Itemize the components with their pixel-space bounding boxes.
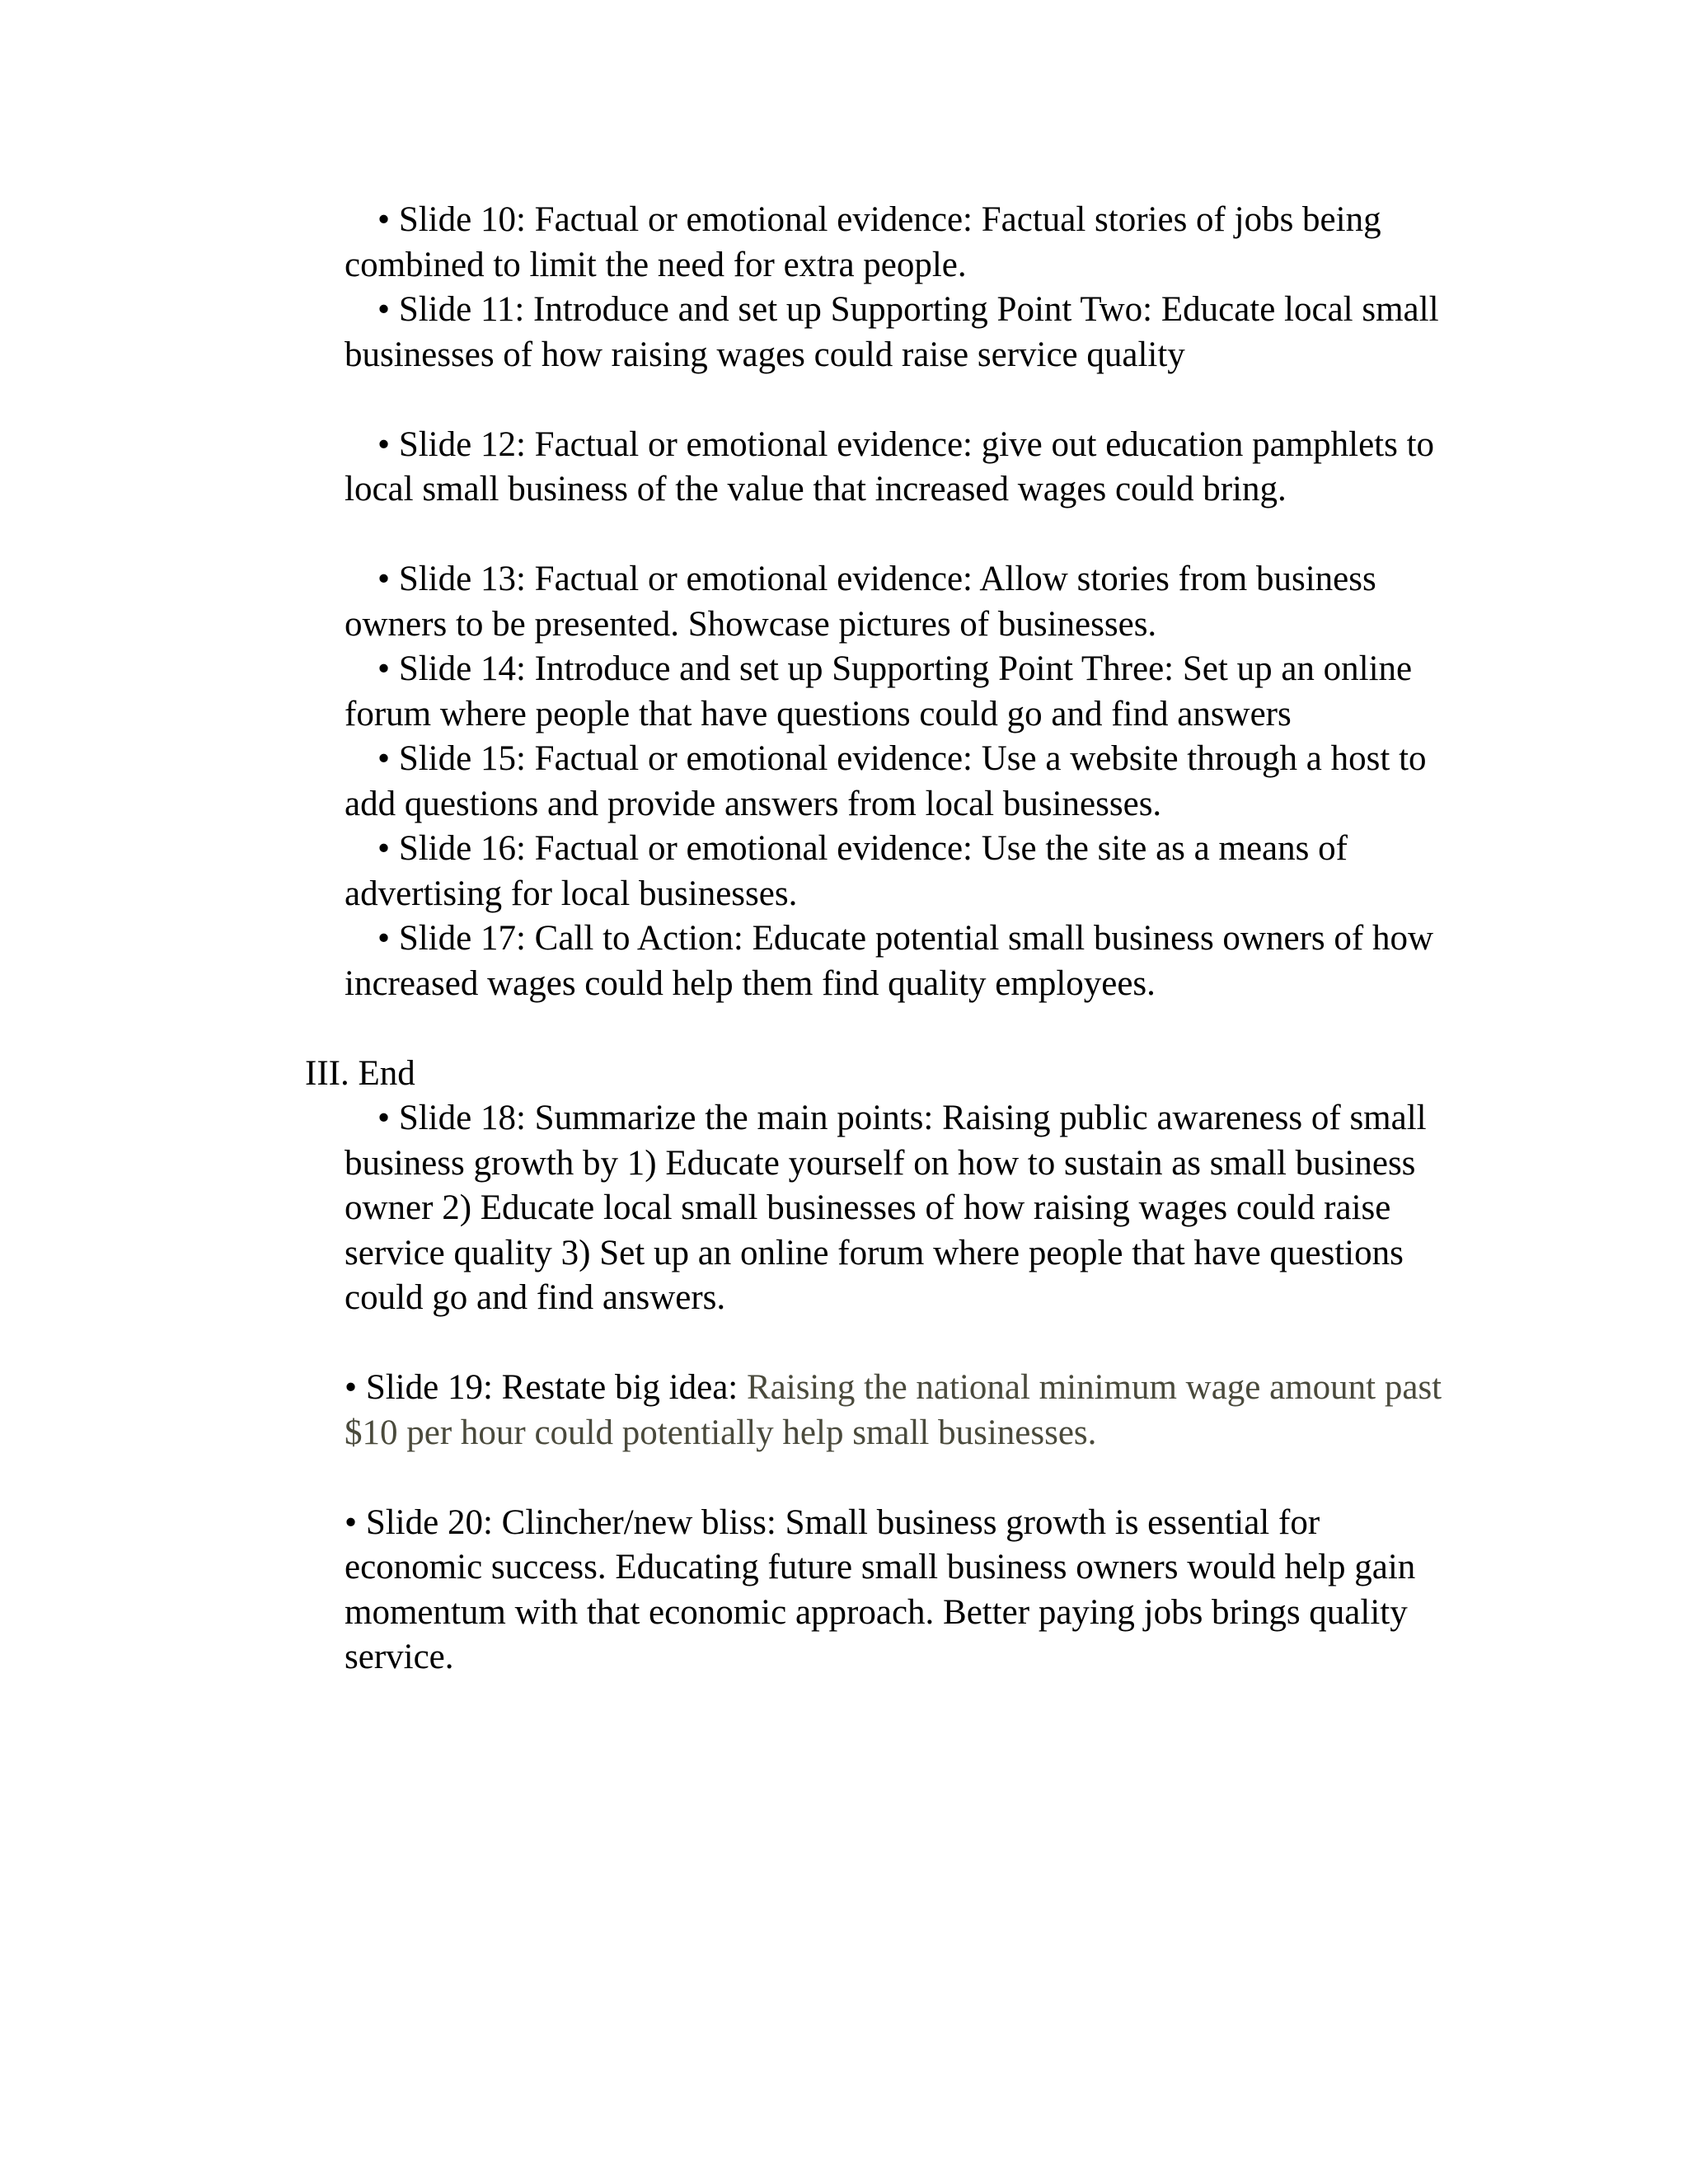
item-text: Slide 18: Summarize the main points: Raising public awareness of small business growth by 1) Educate yourself on how to sustain as small business owner 2) Educate local small businesses of how raising wages could raise service quality 3) Set up an online forum where people that have questions could go and find answers. bbox=[345, 1099, 1427, 1317]
bullet: • bbox=[377, 1099, 391, 1137]
list-item-slide-16 bbox=[305, 827, 1442, 916]
list-item-slide-12 bbox=[305, 423, 1442, 513]
item-text: Slide 11: Introduce and set up Supporting Point Two: Educate local small businesses of how raising wages could raise service quality bbox=[345, 290, 1439, 374]
bullet: • bbox=[377, 290, 391, 329]
item-text: Slide 12: Factual or emotional evidence: give out education pamphlets to local small business of the value that increased wages could bring. bbox=[345, 424, 1435, 509]
item-text: Slide 20: Clincher/new bliss: Small business growth is essential for economic success. Educating future small business owners would help gain momentum with that economic approach. Better paying jobs brings quality service. bbox=[345, 1502, 1416, 1676]
bullet: • bbox=[345, 1368, 358, 1407]
item-text: Slide 15: Factual or emotional evidence: Use a website through a host to add questions and provide answers from local businesses. bbox=[345, 739, 1427, 823]
list-item-slide-17 bbox=[305, 916, 1442, 1006]
list-item-slide-19 bbox=[305, 1366, 1442, 1455]
spacer bbox=[305, 1455, 1442, 1501]
item-lead-text: Slide 19: Restate big idea: bbox=[365, 1368, 747, 1407]
list-item-slide-13 bbox=[305, 557, 1442, 647]
bullet: • bbox=[345, 1502, 358, 1542]
big-idea-text: Raising the national minimum wage amount past $10 per hour could potentially help small businesses. bbox=[345, 1368, 1442, 1452]
list-item-slide-10 bbox=[305, 198, 1442, 288]
list-item-slide-20 bbox=[305, 1501, 1442, 1680]
bullet: • bbox=[377, 424, 391, 464]
bullet: • bbox=[377, 200, 391, 239]
spacer bbox=[305, 1006, 1442, 1052]
list-item-slide-18 bbox=[305, 1096, 1442, 1321]
section-heading: III. End bbox=[305, 1053, 415, 1093]
item-text: Slide 16: Factual or emotional evidence: Use the site as a means of advertising for local businesses. bbox=[345, 829, 1348, 913]
bullet: • bbox=[377, 739, 391, 778]
item-text: Slide 17: Call to Action: Educate potential small business owners of how increased wages could help them find quality employees. bbox=[345, 919, 1434, 1003]
bullet: • bbox=[377, 829, 391, 868]
spacer bbox=[305, 377, 1442, 423]
list-item-slide-11 bbox=[305, 288, 1442, 377]
item-text: Slide 10: Factual or emotional evidence: Factual stories of jobs being combined to limit the need for extra people. bbox=[345, 200, 1381, 284]
spacer bbox=[305, 513, 1442, 558]
bullet: • bbox=[377, 919, 391, 958]
bullet: • bbox=[377, 560, 391, 598]
spacer bbox=[305, 1321, 1442, 1366]
item-text: Slide 13: Factual or emotional evidence: Allow stories from business owners to be presented. Showcase pictures of businesses. bbox=[345, 560, 1376, 644]
document-body bbox=[305, 198, 1442, 1680]
list-item-slide-14 bbox=[305, 647, 1442, 737]
item-text: Slide 14: Introduce and set up Supporting Point Three: Set up an online forum where people that have questions could go and find answers bbox=[345, 649, 1413, 733]
bullet: • bbox=[377, 649, 391, 688]
list-item-slide-15 bbox=[305, 737, 1442, 827]
